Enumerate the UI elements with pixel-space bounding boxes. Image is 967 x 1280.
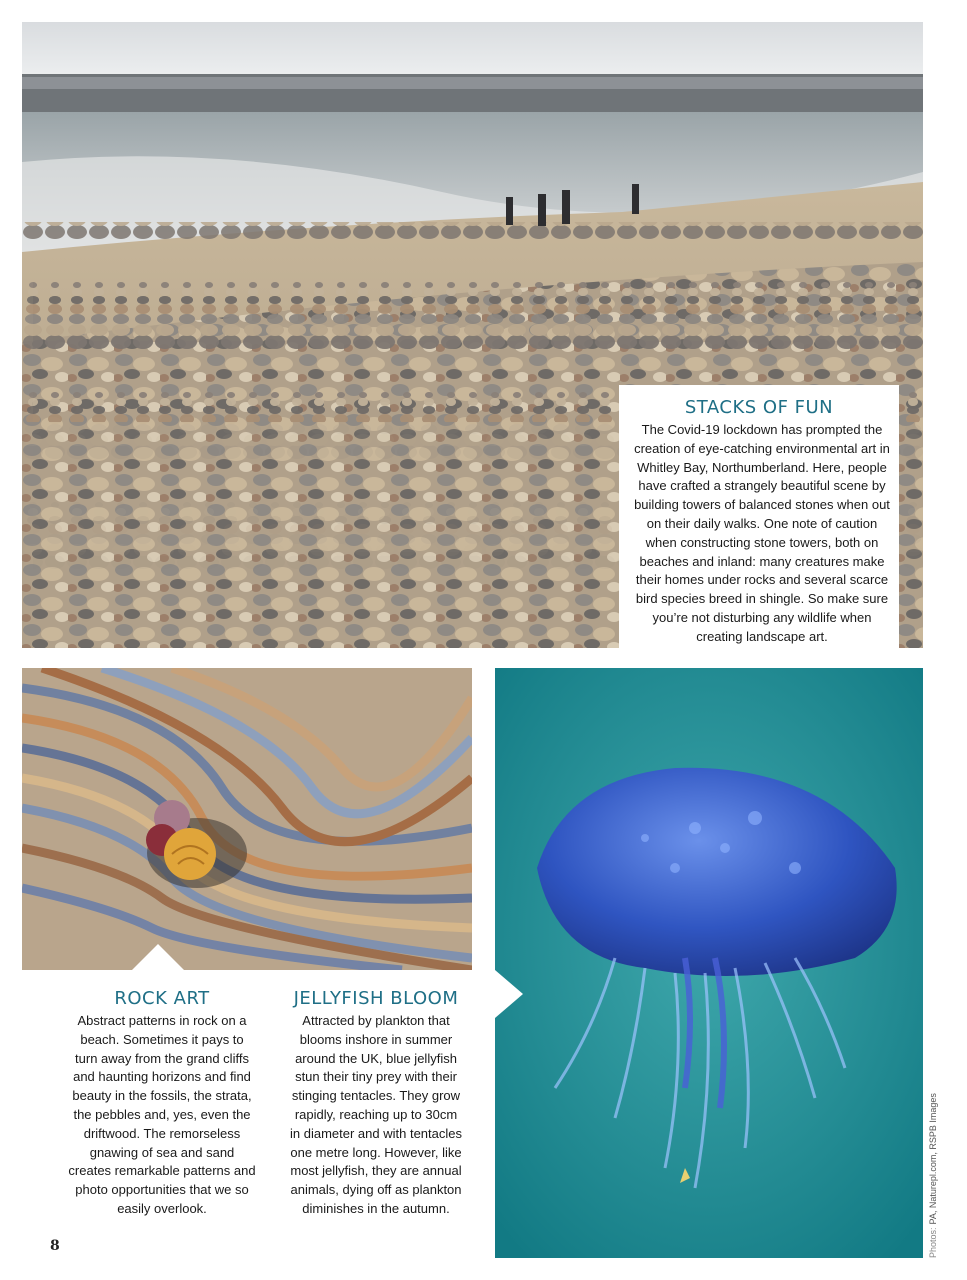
rock-art-body: Abstract patterns in rock on a beach. Sometimes it pays to turn away from the grand cliffs and haunting horizons and find beauty in the fossils, the strata, the pebbles and, yes, even the driftwood. The remorseless gnawing of sea and sand creates remarkable patterns and photo opportunities that we so easily overlook. [68,1013,256,1216]
jellyfish-image [495,668,923,1258]
rock-art-heading: ROCK ART [114,988,210,1009]
jellyfish-photo [495,668,923,1258]
jellyfish-heading: JELLYFISH BLOOM [293,988,459,1009]
stacks-caption-box [619,385,899,650]
photo-credit [928,1093,938,1258]
page-number: 8 [50,1238,60,1254]
rock-art-photo [22,668,472,970]
rock-strata-image [22,668,472,970]
photo-credit-text: PA, Naturepl.com, RSPB Images [928,1093,938,1225]
photo-credit-label: Photos: [928,1227,938,1258]
jellyfish-caption [288,988,464,1219]
stacks-body: The Covid-19 lockdown has prompted the creation of eye-catching environmental art in Whitley Bay, Northumberland. Here, people have crafted a strangely beautiful scene by building towers of balanced stones when out on their daily walks. One note of caution when constructing stone towers, both on beaches and inland: many creatures make their homes under rocks and several scarce bird species breed in shingle. So make sure you’re not disturbing any wildlife when creating landscape art. [634,422,890,644]
rock-caption-pointer [130,944,186,972]
jellyfish-caption-pointer [495,970,523,1018]
jellyfish-body: Attracted by plankton that blooms inshore in summer around the UK, blue jellyfish stun their tiny prey with their stinging tentacles. They grow rapidly, reaching up to 30cm in diameter and with tentacles one metre long. However, like most jellyfish, they are annual animals, dying off as plankton diminishes in the autumn. [290,1013,462,1216]
rock-art-caption [68,988,256,1219]
stacks-heading: STACKS OF FUN [684,397,834,418]
